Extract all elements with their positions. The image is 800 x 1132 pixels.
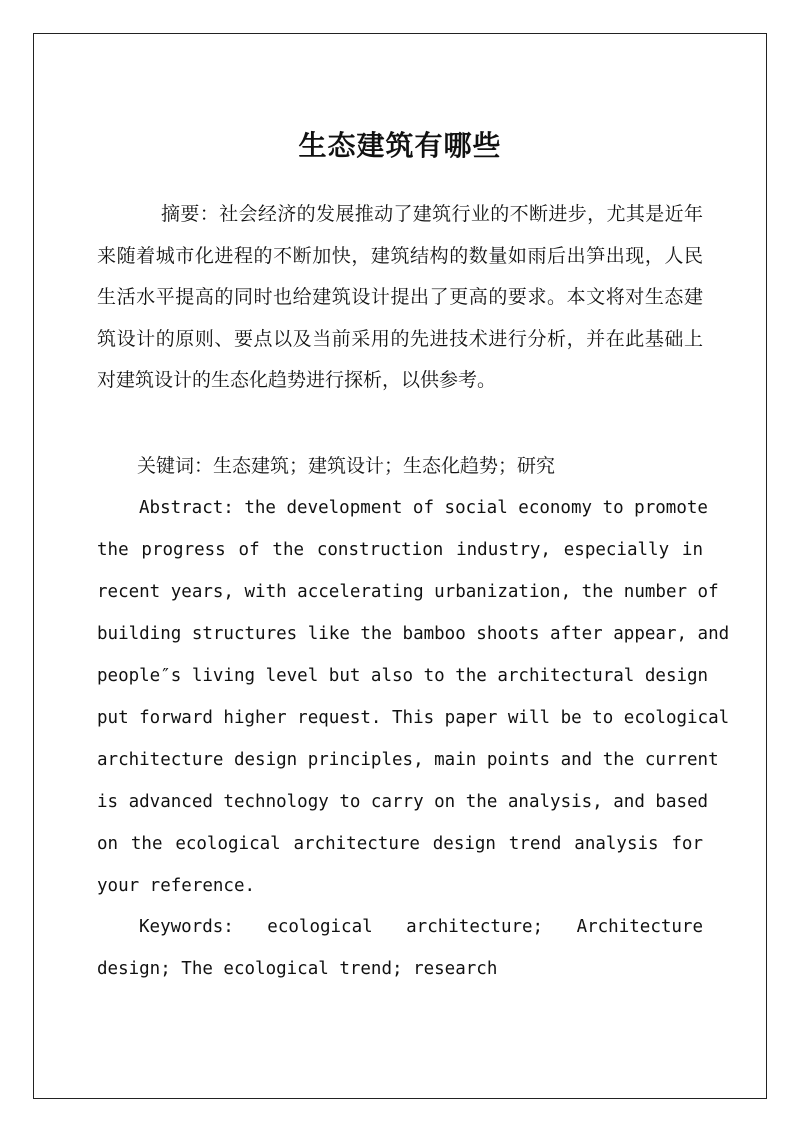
english-keywords-line: Keywords: ecological architecture; Architecture (139, 917, 703, 937)
english-keywords-line: design; The ecological trend; research (97, 959, 498, 979)
chinese-abstract: 摘要：社会经济的发展推动了建筑行业的不断进步，尤其是近年来随着城市化进程的不断加快，建筑结构的数量如雨后出笋出现，人民生活水平提高的同时也给建筑设计提出了更高的要求。本文将对生态建筑设计的原则、要点以及当前采用的先进技术进行分析，并在此基础上对建筑设计的生态化趋势进行探析，以供参考。 (97, 203, 703, 391)
english-abstract-line: people″s living level but also to the architectural design (97, 666, 709, 686)
document-title: 生态建筑有哪些 (298, 129, 502, 162)
english-abstract-line: building structures like the bamboo shoots after appear, and (97, 624, 730, 644)
english-abstract-line: your reference. (97, 876, 256, 896)
english-abstract-line: the progress of the construction industry, especially in (97, 540, 703, 560)
english-abstract-line: Abstract: the development of social economy to promote (139, 498, 708, 518)
english-abstract-line: on the ecological architecture design trend analysis for (97, 834, 703, 854)
english-keywords (97, 906, 703, 990)
chinese-keywords: 关键词：生态建筑；建筑设计；生态化趋势；研究 (137, 455, 556, 477)
english-abstract-line: is advanced technology to carry on the analysis, and based (97, 792, 709, 812)
english-abstract (97, 487, 730, 907)
english-abstract-line: architecture design principles, main points and the current (97, 750, 719, 770)
english-abstract-line: put forward higher request. This paper will be to ecological (97, 708, 730, 728)
english-abstract-line: recent years, with accelerating urbanization, the number of (97, 582, 719, 602)
